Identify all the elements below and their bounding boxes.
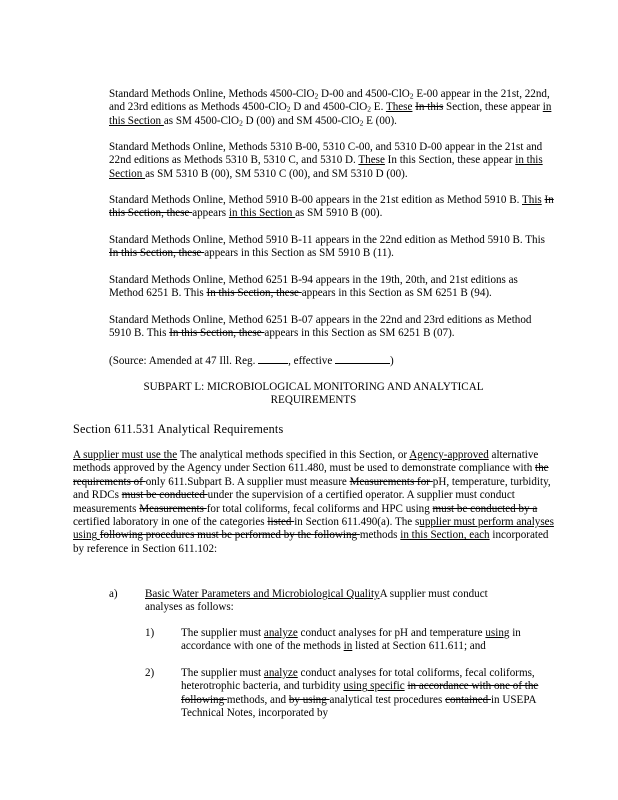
deleted-text: Measurements — [139, 502, 207, 515]
inserted-text: in this Section — [109, 101, 552, 127]
deleted-text: In this — [415, 101, 444, 114]
method-note-5310: Standard Methods Online, Methods 5310 B-00, 5310 C-00, and 5310 D-00 appear in the 21st and 22nd editions as Methods 5310 B, 5310 C, and 5310 D. These In this Section, these appear in this Section as SM 5310 B (00), SM 5310 C (00), and SM 5310 D (00). — [109, 141, 543, 180]
deleted-text: In this Section, these — [206, 287, 302, 300]
method-note-4500: Standard Methods Online, Methods 4500-ClO$_2$ D-00 and 4500-ClO$_2$ E-00 appear in the 21st, 22nd, and 23rd editions as Methods 4500-ClO$_2$ D and 4500-ClO$_2$ E. These In this Section, these appear in this Section as SM 4500-ClO$_2$ D (00) and SM 4500-ClO$_2$ E (00). — [109, 88, 552, 128]
inserted-text: These — [385, 101, 413, 114]
item-2-text: The supplier must analyze conduct analyses for total coliforms, fecal coliforms, heterotrophic bacteria, and turbidity using specific in accordance with one of the following methods, and by using analytical test procedures contained in USEPA Technical Notes, incorporated by — [181, 667, 539, 720]
method-note-5910-11: Standard Methods Online, Method 5910 B-11 appears in the 22nd edition as Method 5910 B. This In this Section, these appears in this Section as SM 5910 B (11). — [109, 234, 545, 260]
method-note-5910-00: Standard Methods Online, Method 5910 B-00 appears in the 21st edition as Method 5910 B. This In this Section, these appears in this Section as SM 5910 B (00). — [109, 194, 554, 220]
deleted-text: In this Section, these — [109, 247, 205, 260]
item-1-label: 1) — [145, 627, 155, 639]
item-a-text: Basic Water Parameters and Microbiological QualityA supplier must conduct analyses as follows: — [145, 588, 488, 614]
inserted-text: Basic Water Parameters and Microbiological Quality — [145, 588, 380, 600]
deleted-text: in accordance with one of the following — [181, 680, 539, 706]
inserted-text: upplier must perform analyses using — [73, 516, 554, 542]
deleted-text: contained — [445, 693, 491, 706]
deleted-text: listed — [267, 516, 295, 529]
inserted-text: A supplier must use the — [73, 449, 178, 461]
blank-line — [258, 354, 288, 364]
inserted-text: in this Section — [109, 154, 543, 180]
deleted-text: In this Section, these — [169, 327, 265, 340]
deleted-text: by using — [288, 693, 330, 706]
deleted-text: following procedures must be performed by the — [99, 529, 314, 542]
deleted-text: Measurements for — [349, 475, 433, 488]
subpart-heading: SUBPART L: MICROBIOLOGICAL MONITORING AND ANALYTICAL REQUIREMENTS — [143, 381, 484, 407]
item-1-text: The supplier must analyze conduct analyses for pH and temperature using in accordance with one of the methods in listed at Section 611.611; and — [181, 627, 521, 653]
inserted-text: using — [485, 627, 510, 639]
deleted-text: the requirements of — [73, 462, 549, 488]
item-a-label: a) — [109, 588, 118, 600]
inserted-text: using specific — [343, 680, 405, 693]
source-note: (Source: Amended at 47 Ill. Reg. , effective ) — [109, 355, 394, 367]
item-2-label: 2) — [145, 667, 155, 679]
section-title: Section 611.531 Analytical Requirements — [73, 422, 284, 436]
inserted-text: This — [522, 194, 542, 206]
inserted-text: analyze — [263, 667, 298, 679]
inserted-text: These — [358, 154, 385, 167]
method-note-6251-94: Standard Methods Online, Method 6251 B-94 appears in the 19th, 20th, and 21st editions as Method 6251 B. This In this Section, these appears in this Section as SM 6251 B (94). — [109, 274, 518, 300]
inserted-text: Agency-approved — [409, 449, 489, 461]
inserted-text: analyze — [263, 627, 298, 639]
inserted-text: in this Section — [228, 207, 296, 220]
inserted-text: in — [343, 640, 353, 653]
blank-line — [335, 354, 390, 364]
section-body-paragraph: A supplier must use the The analytical methods specified in this Section, or Agency-approved alternative methods approved by the Agency under Section 611.480, must be used to demonstrate compliance with the requirements of only 611.Subpart B. A supplier must measure Measurements for pH, temperature, turbidity, and RDCs must be conducted under the supervision of a certified operator. A supplier must conduct measurements Measurements for total coliforms, fecal coliforms and HPC using must be conducted by a certified laboratory in one of the categories listed in Section 611.490(a). The supplier must perform analyses using following procedures must be performed by the following methods in this Section, each incorporated by reference in Section 611.102: — [73, 449, 554, 555]
deleted-text: following — [313, 529, 360, 542]
method-note-6251-07: Standard Methods Online, Method 6251 B-07 appears in the 22nd and 23rd editions as Method 5910 B. This In this Section, these appears in this Section as SM 6251 B (07). — [109, 314, 532, 340]
inserted-text: in this Section, each — [400, 529, 490, 542]
deleted-text: must be conducted by a — [432, 502, 538, 515]
deleted-text: In this Section, these — [109, 194, 554, 220]
deleted-text: must be conducted — [121, 489, 208, 502]
